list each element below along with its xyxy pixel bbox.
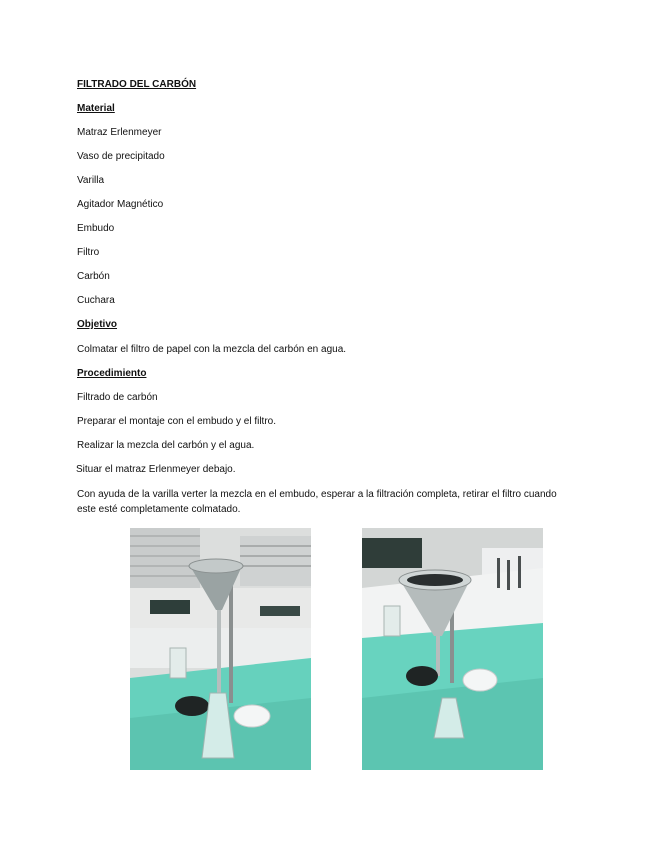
material-item: Filtro <box>77 247 100 258</box>
procedimiento-heading: Procedimiento <box>77 368 147 379</box>
material-item: Matraz Erlenmeyer <box>77 127 162 138</box>
material-item: Varilla <box>77 175 105 186</box>
material-item: Agitador Magnético <box>77 199 164 210</box>
procedimiento-step: Realizar la mezcla del carbón y el agua. <box>77 440 255 451</box>
material-heading: Material <box>77 103 115 114</box>
filtration-photo-left <box>130 528 311 770</box>
material-item: Embudo <box>77 223 115 234</box>
material-item: Cuchara <box>77 295 115 306</box>
material-item: Vaso de precipitado <box>77 151 165 162</box>
procedimiento-final: Con ayuda de la varilla verter la mezcla en el embudo, esperar a la filtración completa, retirar el filtro cuando este esté completamente colmatado. <box>77 489 557 515</box>
objetivo-text: Colmatar el filtro de papel con la mezcla del carbón en agua. <box>77 344 347 355</box>
filtration-photo-right <box>362 528 543 770</box>
objetivo-heading: Objetivo <box>77 319 118 330</box>
material-item: Carbón <box>77 271 110 282</box>
document-title: FILTRADO DEL CARBÓN <box>77 79 197 90</box>
procedimiento-step: Preparar el montaje con el embudo y el filtro. <box>77 416 276 427</box>
procedimiento-step: Filtrado de carbón <box>77 392 158 403</box>
procedimiento-step: Situar el matraz Erlenmeyer debajo. <box>76 464 236 475</box>
